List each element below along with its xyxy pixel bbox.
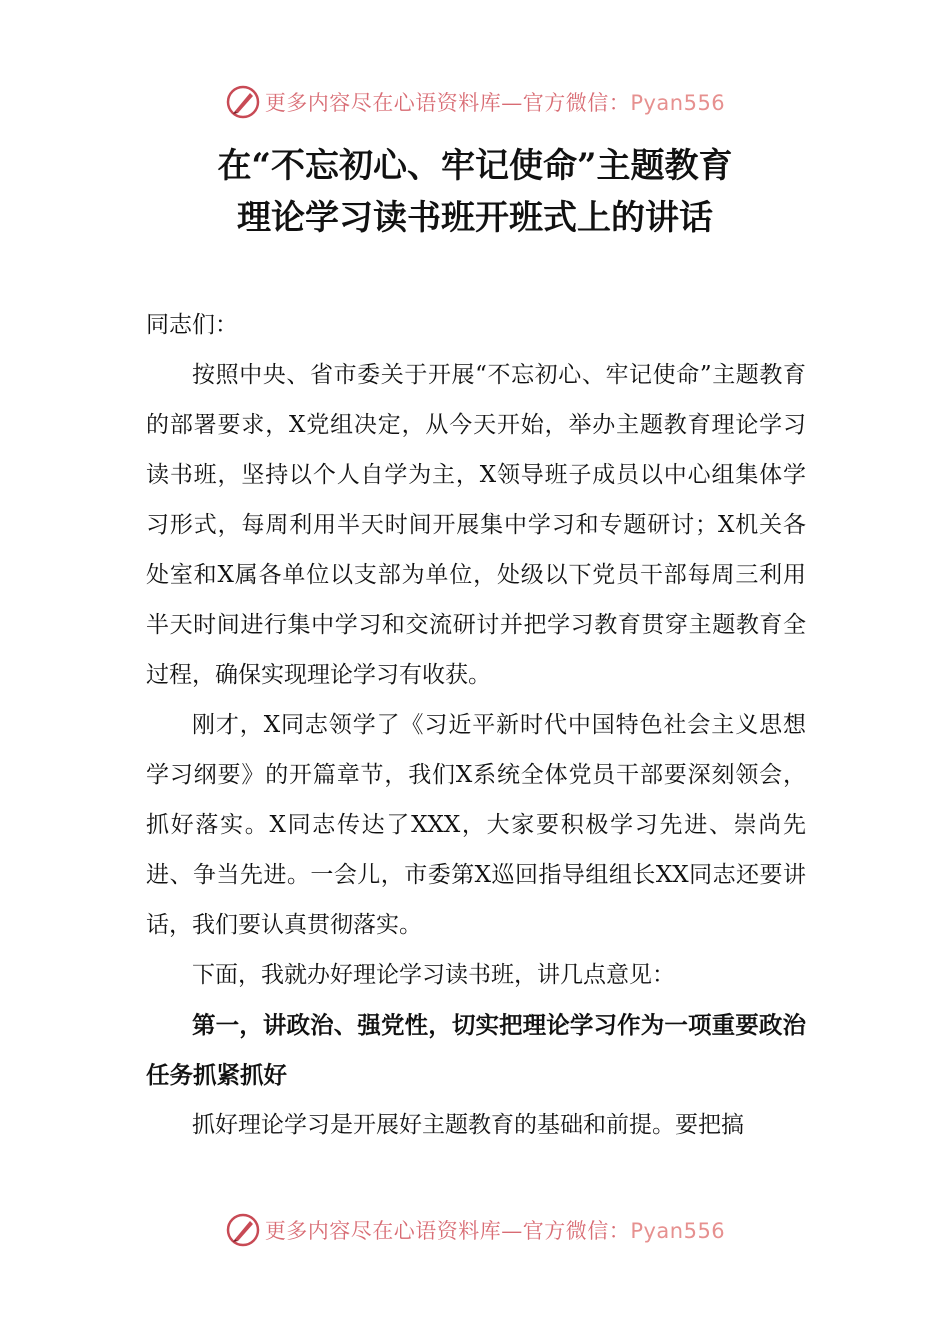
paragraph-1: 按照中央、省市委关于开展“不忘初心、牢记使命”主题教育的部署要求，X党组决定，从今天开始，举办主题教育理论学习读书班，坚持以个人自学为主，X领导班子成员以中心组集体学习形式，每周利用半天时间开展集中学习和专题研讨；X机关各处室和X属各单位以支部为单位，处级以下党员干部每周三利用半天时间进行集中学习和交流研讨并把学习教育贯穿主题教育全过程，确保实现理论学习有收获。 [146,362,806,688]
document-body [146,300,806,1150]
watermark-banner-bottom [0,1210,950,1250]
pen-logo-icon [225,84,261,120]
paragraph-2: 刚才，X同志领学了《习近平新时代中国特色社会主义思想学习纲要》的开篇章节，我们X系统全体党员干部要深刻领会，抓好落实。X同志传达了XXX，大家要积极学习先进、崇尚先进、争当先进。一会儿，市委第X巡回指导组组长XX同志还要讲话，我们要认真贯彻落实。 [146,712,806,938]
title-line-1: 在“不忘初心、牢记使命”主题教育 [217,146,733,186]
salutation: 同志们： [146,312,238,338]
watermark-text: 更多内容尽在心语资料库—官方微信：Pyan556 [264,1219,726,1243]
pen-logo-icon [225,1212,261,1248]
document-title [0,140,950,244]
paragraph-4: 抓好理论学习是开展好主题教育的基础和前提。要把搞 [192,1112,744,1138]
paragraph-3: 下面，我就办好理论学习读书班，讲几点意见： [192,962,675,988]
watermark-banner-top [0,82,950,122]
title-line-2: 理论学习读书班开班式上的讲话 [237,198,713,238]
section-heading-1: 第一，讲政治、强党性，切实把理论学习作为一项重要政治任务抓紧抓好 [146,1011,806,1089]
watermark-text: 更多内容尽在心语资料库—官方微信：Pyan556 [264,91,726,115]
